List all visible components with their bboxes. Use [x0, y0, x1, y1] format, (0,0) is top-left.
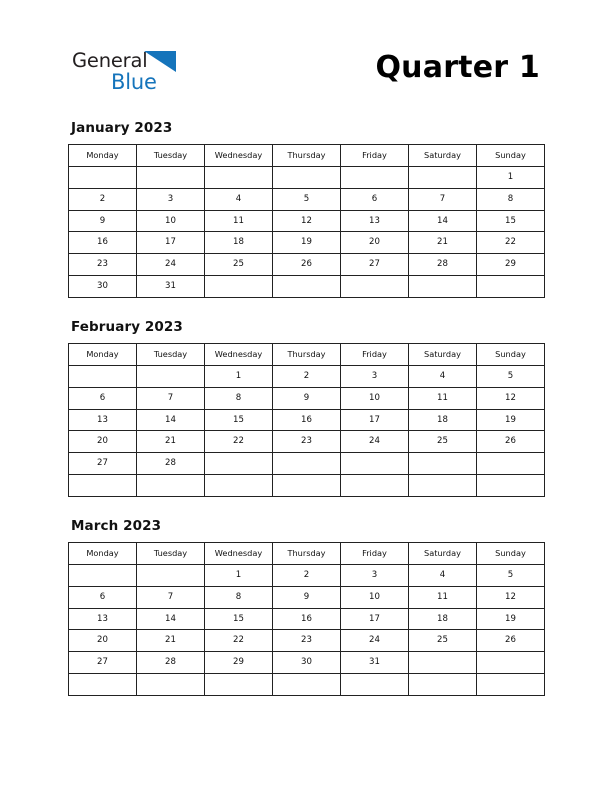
day-cell[interactable]: 14 — [409, 210, 477, 232]
day-cell[interactable]: 20 — [69, 630, 137, 652]
calendar-week-row — [69, 586, 545, 608]
logo-top-row — [72, 50, 176, 72]
calendar-week-row — [69, 167, 545, 189]
calendar-week-row — [69, 652, 545, 674]
day-cell[interactable] — [137, 673, 205, 695]
day-cell[interactable]: 23 — [273, 431, 341, 453]
day-cell[interactable]: 6 — [69, 586, 137, 608]
weekday-header-thursday: Thursday — [273, 145, 341, 167]
day-cell[interactable]: 21 — [409, 232, 477, 254]
weekday-header-wednesday: Wednesday — [205, 344, 273, 366]
day-cell[interactable] — [477, 673, 545, 695]
day-cell[interactable] — [137, 366, 205, 388]
day-cell[interactable]: 14 — [137, 608, 205, 630]
day-cell[interactable]: 2 — [273, 366, 341, 388]
day-cell[interactable]: 8 — [477, 188, 545, 210]
day-cell[interactable]: 19 — [477, 608, 545, 630]
day-cell[interactable]: 5 — [477, 366, 545, 388]
day-cell[interactable]: 27 — [341, 254, 409, 276]
month-block-january — [68, 120, 544, 298]
day-cell[interactable] — [273, 474, 341, 496]
day-cell[interactable]: 2 — [69, 188, 137, 210]
day-cell[interactable] — [273, 167, 341, 189]
weekday-header-wednesday: Wednesday — [205, 145, 273, 167]
day-cell[interactable]: 22 — [477, 232, 545, 254]
general-blue-logo — [72, 50, 202, 102]
calendar-week-row — [69, 254, 545, 276]
day-cell[interactable] — [205, 167, 273, 189]
day-cell[interactable]: 17 — [341, 608, 409, 630]
day-cell[interactable]: 3 — [137, 188, 205, 210]
weekday-header-friday: Friday — [341, 543, 409, 565]
day-cell[interactable]: 28 — [409, 254, 477, 276]
weekday-header-friday: Friday — [341, 145, 409, 167]
day-cell[interactable]: 12 — [477, 387, 545, 409]
day-cell[interactable]: 3 — [341, 565, 409, 587]
page-title: Quarter 1 — [375, 50, 540, 85]
month-title: February 2023 — [71, 319, 183, 335]
day-cell[interactable]: 10 — [341, 586, 409, 608]
calendar-week-row — [69, 630, 545, 652]
day-cell[interactable]: 31 — [137, 275, 205, 297]
page-header — [0, 0, 612, 118]
day-cell[interactable]: 22 — [205, 431, 273, 453]
day-cell[interactable] — [477, 652, 545, 674]
weekday-header-saturday: Saturday — [409, 543, 477, 565]
day-cell[interactable]: 16 — [273, 608, 341, 630]
day-cell[interactable]: 25 — [409, 431, 477, 453]
day-cell[interactable]: 22 — [205, 630, 273, 652]
day-cell[interactable]: 25 — [205, 254, 273, 276]
day-cell[interactable]: 1 — [477, 167, 545, 189]
day-cell[interactable]: 15 — [205, 608, 273, 630]
calendar-week-row — [69, 366, 545, 388]
day-cell[interactable] — [341, 275, 409, 297]
day-cell[interactable]: 3 — [341, 366, 409, 388]
weekday-header-saturday: Saturday — [409, 145, 477, 167]
calendar-week-row — [69, 275, 545, 297]
weekday-header-monday: Monday — [69, 543, 137, 565]
day-cell[interactable] — [273, 453, 341, 475]
day-cell[interactable]: 11 — [409, 387, 477, 409]
day-cell[interactable]: 7 — [409, 188, 477, 210]
day-cell[interactable]: 13 — [69, 608, 137, 630]
weekday-header-monday: Monday — [69, 344, 137, 366]
day-cell[interactable]: 9 — [69, 210, 137, 232]
day-cell[interactable]: 8 — [205, 586, 273, 608]
day-cell[interactable] — [273, 275, 341, 297]
calendar-week-row — [69, 453, 545, 475]
weekday-header-thursday: Thursday — [273, 543, 341, 565]
day-cell[interactable]: 24 — [341, 431, 409, 453]
day-cell[interactable]: 4 — [205, 188, 273, 210]
calendar-week-row — [69, 673, 545, 695]
day-cell[interactable]: 29 — [477, 254, 545, 276]
day-cell[interactable]: 23 — [69, 254, 137, 276]
day-cell[interactable]: 24 — [341, 630, 409, 652]
weekday-header-thursday: Thursday — [273, 344, 341, 366]
day-cell[interactable]: 27 — [69, 652, 137, 674]
day-cell[interactable]: 20 — [341, 232, 409, 254]
day-cell[interactable]: 30 — [69, 275, 137, 297]
weekday-header-tuesday: Tuesday — [137, 145, 205, 167]
weekday-header-monday: Monday — [69, 145, 137, 167]
day-cell[interactable]: 15 — [205, 409, 273, 431]
weekday-header-sunday: Sunday — [477, 543, 545, 565]
calendar-week-row — [69, 474, 545, 496]
day-cell[interactable] — [409, 673, 477, 695]
day-cell[interactable]: 31 — [341, 652, 409, 674]
day-cell[interactable]: 5 — [477, 565, 545, 587]
calendar-week-row — [69, 565, 545, 587]
day-cell[interactable] — [69, 474, 137, 496]
calendar-table-february — [68, 343, 545, 497]
day-cell[interactable]: 11 — [205, 210, 273, 232]
day-cell[interactable]: 7 — [137, 586, 205, 608]
day-cell[interactable] — [69, 673, 137, 695]
day-cell[interactable] — [273, 673, 341, 695]
day-cell[interactable]: 13 — [69, 409, 137, 431]
day-cell[interactable]: 30 — [273, 652, 341, 674]
day-cell[interactable]: 21 — [137, 630, 205, 652]
triangle-icon — [144, 51, 176, 72]
day-cell[interactable]: 25 — [409, 630, 477, 652]
calendar-week-row — [69, 409, 545, 431]
day-cell[interactable] — [341, 474, 409, 496]
day-cell[interactable]: 4 — [409, 366, 477, 388]
day-cell[interactable]: 29 — [205, 652, 273, 674]
month-block-march — [68, 518, 544, 696]
calendar-table-january — [68, 144, 545, 298]
day-cell[interactable]: 15 — [477, 210, 545, 232]
logo-word-blue: Blue — [111, 70, 157, 94]
day-cell[interactable]: 4 — [409, 565, 477, 587]
calendar-week-row — [69, 431, 545, 453]
day-cell[interactable]: 10 — [137, 210, 205, 232]
calendar-week-row — [69, 210, 545, 232]
day-cell[interactable] — [409, 453, 477, 475]
day-cell[interactable]: 18 — [205, 232, 273, 254]
day-cell[interactable]: 17 — [137, 232, 205, 254]
day-cell[interactable]: 14 — [137, 409, 205, 431]
day-cell[interactable] — [137, 565, 205, 587]
day-cell[interactable]: 9 — [273, 387, 341, 409]
weekday-header-row — [69, 543, 545, 565]
day-cell[interactable]: 28 — [137, 453, 205, 475]
day-cell[interactable]: 12 — [477, 586, 545, 608]
day-cell[interactable] — [477, 453, 545, 475]
weekday-header-wednesday: Wednesday — [205, 543, 273, 565]
month-title: March 2023 — [71, 518, 162, 534]
day-cell[interactable]: 28 — [137, 652, 205, 674]
day-cell[interactable]: 10 — [341, 387, 409, 409]
day-cell[interactable] — [341, 453, 409, 475]
day-cell[interactable]: 16 — [273, 409, 341, 431]
day-cell[interactable] — [409, 275, 477, 297]
weekday-header-row — [69, 344, 545, 366]
weekday-header-friday: Friday — [341, 344, 409, 366]
day-cell[interactable]: 1 — [205, 565, 273, 587]
day-cell[interactable]: 18 — [409, 409, 477, 431]
day-cell[interactable] — [69, 565, 137, 587]
day-cell[interactable] — [477, 474, 545, 496]
day-cell[interactable] — [205, 275, 273, 297]
day-cell[interactable]: 1 — [205, 366, 273, 388]
logo-word-general: General — [72, 49, 148, 72]
day-cell[interactable]: 26 — [273, 254, 341, 276]
day-cell[interactable]: 18 — [409, 608, 477, 630]
day-cell[interactable] — [409, 652, 477, 674]
calendar-table-march — [68, 542, 545, 696]
day-cell[interactable]: 26 — [477, 431, 545, 453]
day-cell[interactable]: 21 — [137, 431, 205, 453]
day-cell[interactable]: 13 — [341, 210, 409, 232]
day-cell[interactable]: 20 — [69, 431, 137, 453]
day-cell[interactable]: 8 — [205, 387, 273, 409]
calendar-week-row — [69, 387, 545, 409]
day-cell[interactable]: 12 — [273, 210, 341, 232]
day-cell[interactable]: 19 — [273, 232, 341, 254]
day-cell[interactable]: 26 — [477, 630, 545, 652]
weekday-header-row — [69, 145, 545, 167]
day-cell[interactable]: 11 — [409, 586, 477, 608]
day-cell[interactable] — [409, 474, 477, 496]
day-cell[interactable] — [137, 167, 205, 189]
day-cell[interactable] — [205, 474, 273, 496]
weekday-header-tuesday: Tuesday — [137, 344, 205, 366]
weekday-header-sunday: Sunday — [477, 344, 545, 366]
day-cell[interactable] — [341, 673, 409, 695]
calendar-week-row — [69, 232, 545, 254]
day-cell[interactable]: 6 — [69, 387, 137, 409]
month-title: January 2023 — [71, 120, 173, 136]
day-cell[interactable]: 24 — [137, 254, 205, 276]
day-cell[interactable] — [477, 275, 545, 297]
day-cell[interactable]: 5 — [273, 188, 341, 210]
weekday-header-saturday: Saturday — [409, 344, 477, 366]
day-cell[interactable] — [69, 167, 137, 189]
calendar-week-row — [69, 608, 545, 630]
weekday-header-sunday: Sunday — [477, 145, 545, 167]
day-cell[interactable]: 19 — [477, 409, 545, 431]
month-block-february — [68, 319, 544, 497]
day-cell[interactable] — [205, 453, 273, 475]
day-cell[interactable]: 6 — [341, 188, 409, 210]
day-cell[interactable] — [137, 474, 205, 496]
day-cell[interactable]: 27 — [69, 453, 137, 475]
calendar-week-row — [69, 188, 545, 210]
day-cell[interactable]: 9 — [273, 586, 341, 608]
day-cell[interactable]: 7 — [137, 387, 205, 409]
day-cell[interactable]: 23 — [273, 630, 341, 652]
weekday-header-tuesday: Tuesday — [137, 543, 205, 565]
day-cell[interactable] — [205, 673, 273, 695]
day-cell[interactable]: 16 — [69, 232, 137, 254]
day-cell[interactable] — [69, 366, 137, 388]
day-cell[interactable]: 17 — [341, 409, 409, 431]
day-cell[interactable] — [409, 167, 477, 189]
day-cell[interactable]: 2 — [273, 565, 341, 587]
day-cell[interactable] — [341, 167, 409, 189]
